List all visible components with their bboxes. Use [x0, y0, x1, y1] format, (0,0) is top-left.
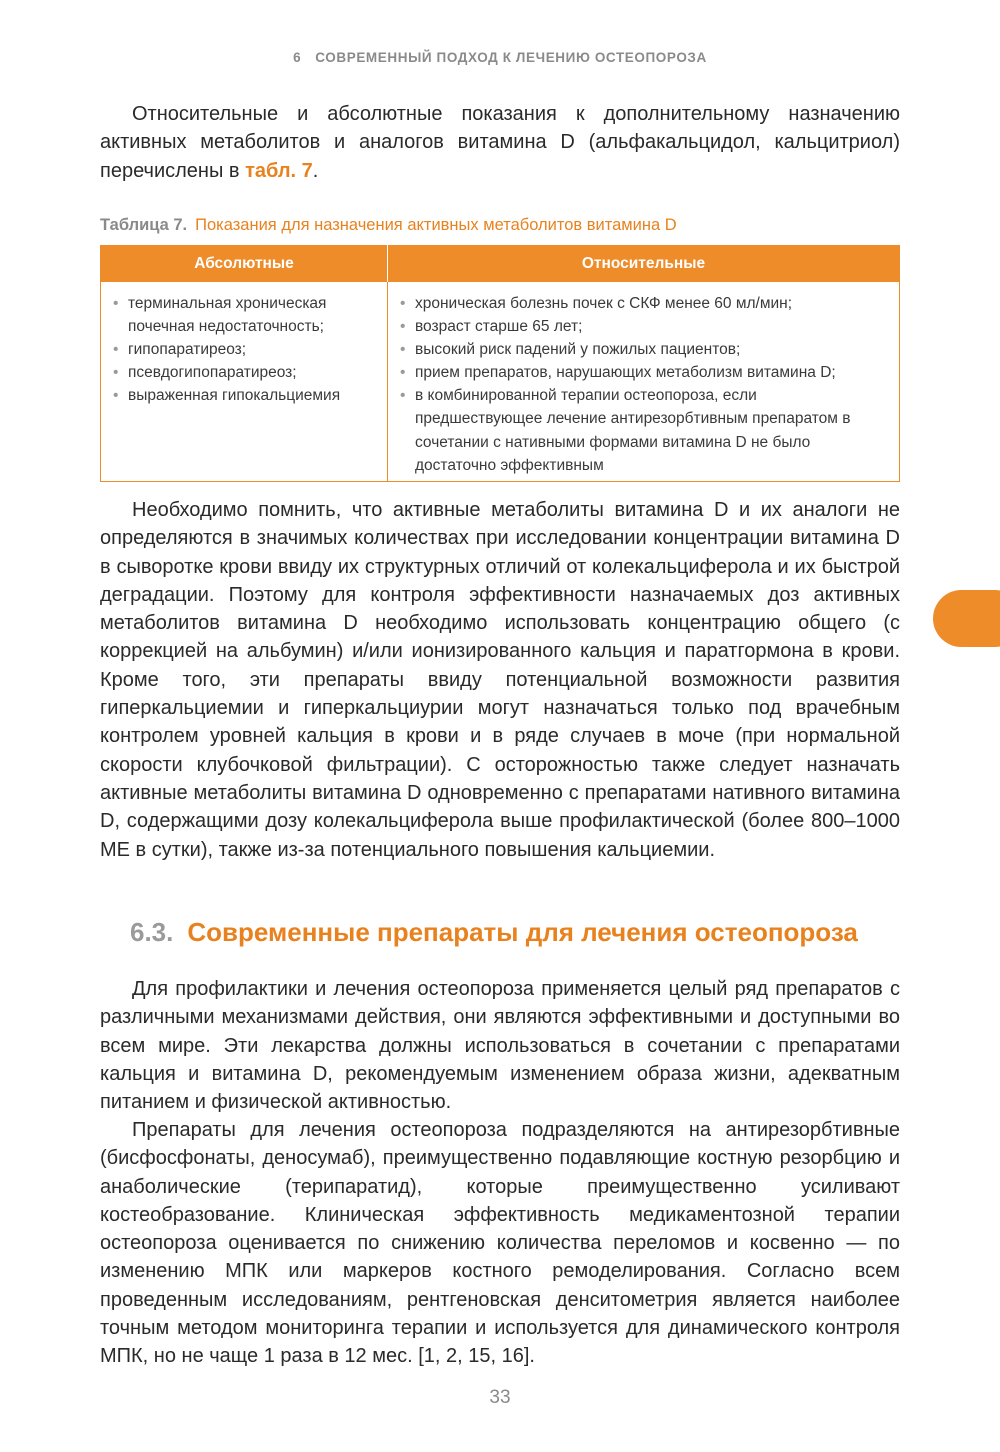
chapter-number: 6: [293, 50, 302, 65]
list-item: • выраженная гипокальциемия: [111, 384, 377, 407]
list-item: • псевдогипопаратиреоз;: [111, 361, 377, 384]
list-item: • возраст старше 65 лет;: [398, 315, 889, 338]
running-head: [0, 50, 1000, 65]
list-item: • гипопаратиреоз;: [111, 338, 377, 361]
absolute-indications-list: [111, 292, 377, 407]
list-item: • в комбинированной терапии остеопороза, если предшествующее лечение антирезорбтивным препаратом в сочетании с нативными формами витамина D не было достаточно эффективным: [398, 384, 889, 476]
section-number: 6.3.: [130, 917, 174, 947]
table-reference-link[interactable]: табл. 7: [245, 159, 313, 182]
list-item: • терминальная хроническая почечная недостаточность;: [111, 292, 377, 338]
absolute-indications-cell: [101, 282, 388, 481]
section-paragraph: Препараты для лечения остеопороза подразделяются на антирезорбтивные (бисфосфонаты, деносумаб), преимущественно подавляющие костную резорбцию и анаболические (терипаратид), которые преимущественно усиливают костеобразование. Клиническая эффективность медикаментозной терапии остеопороза оценивается по снижению количества переломов и косвенно — по изменению МПК или маркеров костного ремоделирования. Согласно всем проведенным исследованиям, рентгеновская денситометрия является наиболее точным методом мониторинга терапии и используется для динамического контроля МПК, но не чаще 1 раза в 12 мес. [1, 2, 15, 16].: [100, 1119, 900, 1368]
table-header-row: [101, 246, 900, 283]
intro-text: Относительные и абсолютные показания к дополнительному назначению активных метаболитов и аналогов витамина D (альфакальцидол, кальцитриол) перечислены в: [100, 103, 900, 182]
chapter-title: СОВРЕМЕННЫЙ ПОДХОД К ЛЕЧЕНИЮ ОСТЕОПОРОЗА: [315, 50, 707, 65]
column-header-relative: Относительные: [388, 246, 900, 283]
section-title: Современные препараты для лечения остеопороза: [187, 917, 858, 947]
section-paragraph: Для профилактики и лечения остеопороза применяется целый ряд препаратов с различными механизмами действия, они являются эффективными и доступными во всем мире. Эти лекарства должны использоваться в сочетании с препаратами кальция и витамина D, рекомендуемым изменением образа жизни, адекватным питанием и физической активностью.: [100, 978, 900, 1114]
table-row: [101, 282, 900, 481]
intro-paragraph: Относительные и абсолютные показания к дополнительному назначению активных метаболитов и аналогов витамина D (альфакальцидол, кальцитриол) перечислены в табл. 7.: [100, 103, 900, 182]
table-caption-label: Таблица 7.: [100, 216, 188, 234]
relative-indications-cell: [388, 282, 900, 481]
list-item: • высокий риск падений у пожилых пациентов;: [398, 338, 889, 361]
indications-table: [100, 245, 900, 482]
body-paragraph: Необходимо помнить, что активные метаболиты витамина D и их аналоги не определяются в значимых количествах при исследовании концентрации витамина D в сыворотке крови ввиду их структурных отличий от колекальциферола и их быстрой деградации. Поэтому для контроля эффективности назначаемых доз активных метаболитов витамина D необходимо использовать концентрацию общего (с коррекцией на альбумин) и/или ионизированного кальция и паратгормона в крови. Кроме того, эти препараты ввиду потенциальной возможности развития гиперкальциемии и гиперкальциурии могут назначаться только под врачебным контролем уровней кальция в крови и в ряде случаев в моче (при нормальной скорости клубочковой фильтрации). С осторожностью также следует назначать активные метаболиты витамина D одновременно с препаратами нативного витамина D, содержащими дозу колекальциферола выше профилактической (более 800–1000 МЕ в сутки), также из-за потенциального повышения кальциемии.: [100, 499, 900, 861]
column-header-absolute: Абсолютные: [101, 246, 388, 283]
chapter-tab-marker: [933, 590, 1000, 647]
relative-indications-list: [398, 292, 889, 477]
list-item: • прием препаратов, нарушающих метаболизм витамина D;: [398, 361, 889, 384]
table-caption: [100, 216, 900, 235]
page-number: 33: [489, 1387, 511, 1408]
table-caption-title: Показания для назначения активных метаболитов витамина D: [195, 216, 677, 234]
list-item: • хроническая болезнь почек с СКФ менее 60 мл/мин;: [398, 292, 889, 315]
section-heading: [130, 917, 858, 948]
